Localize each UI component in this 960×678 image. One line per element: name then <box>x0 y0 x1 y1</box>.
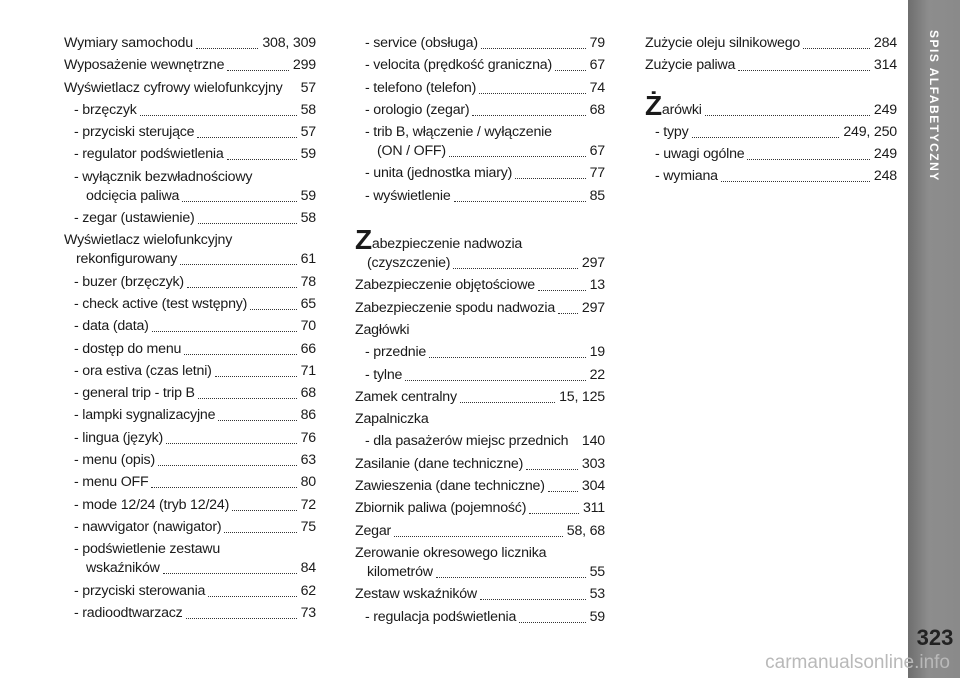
index-entry: Zapalniczka <box>355 411 429 428</box>
index-subentry-multiline: - trib B, włączenie / wyłączenie (ON / OFF) 67 <box>365 124 605 160</box>
index-subentry: - przyciski sterujące 57 <box>74 124 316 141</box>
index-subentry: - telefono (telefon) 74 <box>365 79 605 96</box>
index-subentry: - lampki sygnalizacyjne 86 <box>74 407 316 424</box>
index-subentry: - service (obsługa) 79 <box>365 35 605 51</box>
index-subentry: - regulator podświetlenia 59 <box>74 146 316 163</box>
index-subentry: - check active (test wstępny) 65 <box>74 295 316 312</box>
index-subentry: - orologio (zegar) 68 <box>365 101 605 118</box>
index-entry: Zegar 58, 68 <box>355 522 605 539</box>
index-subentry: - data (data) 70 <box>74 318 316 335</box>
index-entry: Wyposażenie wewnętrzne 299 <box>64 57 316 74</box>
index-entry: Zabezpieczenie spodu nadwozia 297 <box>355 299 605 316</box>
index-subentry: - ora estiva (czas letni) 71 <box>74 362 316 379</box>
index-subentry: - dla pasażerów miejsc przednich 140 <box>365 433 605 450</box>
sidebar-title: SPIS ALFABETYCZNY <box>927 30 941 182</box>
section-letter: Z <box>355 224 372 256</box>
index-subentry: - typy 249, 250 <box>655 123 897 140</box>
index-subentry: - dostęp do menu 66 <box>74 340 316 357</box>
index-subentry: - regulacja podświetlenia 59 <box>365 608 605 625</box>
index-entry: Zawieszenia (dane techniczne) 304 <box>355 478 605 495</box>
index-entry: Zestaw wskaźników 53 <box>355 586 605 603</box>
index-subentry: - menu (opis) 63 <box>74 452 316 469</box>
index-subentry: - lingua (język) 76 <box>74 429 316 446</box>
index-entry: Zamek centralny 15, 125 <box>355 388 605 405</box>
page-number: 323 <box>916 625 954 650</box>
index-entry: Zbiornik paliwa (pojemność) 311 <box>355 500 605 517</box>
index-subentry: - mode 12/24 (tryb 12/24) 72 <box>74 496 316 513</box>
index-subentry-multiline: - podświetlenie zestawu wskaźników 84 <box>74 541 316 577</box>
index-subentry: - wyświetlenie 85 <box>365 187 605 204</box>
section-letter: Ż <box>645 89 662 121</box>
index-subentry: - brzęczyk 58 <box>74 101 316 118</box>
index-subentry: - tylne 22 <box>365 366 605 383</box>
index-entry-letter-z: Zabezpieczenie nadwozia (czyszczenie) 297 <box>355 224 605 272</box>
index-subentry: - przyciski sterowania 62 <box>74 582 316 599</box>
index-entry: Zasilanie (dane techniczne) 303 <box>355 455 605 472</box>
index-subentry: - radioodtwarzacz 73 <box>74 604 316 621</box>
index-entry-multiline: Zerowanie okresowego licznika kilometrów 55 <box>355 544 605 580</box>
index-entry: Zabezpieczenie objętościowe 13 <box>355 277 605 294</box>
index-subentry: - unita (jednostka miary) 77 <box>365 165 605 182</box>
index-subentry: - velocita (prędkość graniczna) 67 <box>365 57 605 74</box>
index-subentry: - nawvigator (nawigator) 75 <box>74 518 316 535</box>
index-entry: Wyświetlacz cyfrowy wielofunkcyjny 57 <box>64 79 316 96</box>
index-column-2 <box>355 34 605 630</box>
index-entry-multiline: Wyświetlacz wielofunkcyjny rekonfigurowany 61 <box>64 232 316 268</box>
index-column-1 <box>64 34 316 626</box>
index-entry: Wymiary samochodu 308, 309 <box>64 35 316 51</box>
index-subentry: - buzer (brzęczyk) 78 <box>74 273 316 290</box>
index-column-3 <box>645 34 897 190</box>
index-entry-letter-z-dot: Żarówki 249 <box>645 89 897 121</box>
index-subentry: - zegar (ustawienie) 58 <box>74 210 316 227</box>
section-sidebar <box>908 0 960 678</box>
index-subentry: - przednie 19 <box>365 344 605 361</box>
index-subentry: - general trip - trip B 68 <box>74 385 316 402</box>
watermark: carmanualsonline.info <box>765 652 950 673</box>
index-subentry: - uwagi ogólne 249 <box>655 146 897 163</box>
index-entry: Zagłówki <box>355 321 410 338</box>
index-subentry-multiline: - wyłącznik bezwładnościowy odcięcia paliwa 59 <box>74 168 316 204</box>
index-entry: Zużycie oleju silnikowego 284 <box>645 35 897 51</box>
index-entry: Zużycie paliwa 314 <box>645 57 897 74</box>
index-subentry: - wymiana 248 <box>655 168 897 185</box>
index-subentry: - menu OFF 80 <box>74 474 316 491</box>
